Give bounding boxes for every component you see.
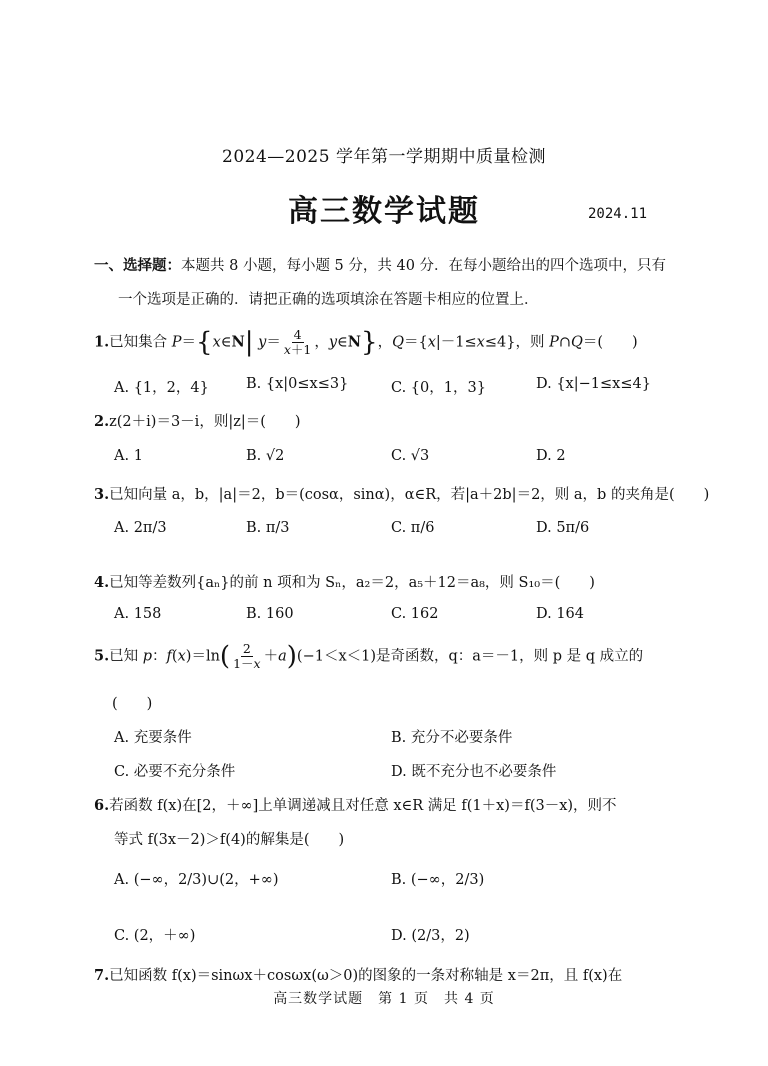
question-6-stem-line2: 等式 f(3x－2)＞f(4)的解集是( ) [114, 832, 345, 848]
question-6-option-d[interactable]: D. (2/3，2) [391, 928, 470, 944]
page-footer: 高三数学试题 第 1 页 共 4 页 [273, 991, 495, 1007]
question-number: 5. [94, 647, 110, 665]
question-5-option-d[interactable]: D. 既不充分也不必要条件 [391, 764, 557, 780]
question-4-option-a[interactable]: A. 158 [114, 606, 162, 622]
section-heading: 一、选择题 [94, 257, 167, 274]
question-4-option-b[interactable]: B. 160 [246, 606, 294, 622]
question-2-option-d[interactable]: D. 2 [536, 448, 566, 464]
question-3-option-d[interactable]: D. 5π/6 [536, 520, 590, 536]
question-1-option-b[interactable]: B. {x|0≤x≤3} [246, 376, 349, 392]
question-number: 6. [94, 797, 110, 814]
page-title: 高三数学试题 [288, 194, 480, 229]
section-intro-line1: 本题共 8 小题，每小题 5 分，共 40 分．在每小题给出的四个选项中，只有 [181, 258, 667, 274]
question-5-stem: 5.已知 p：f(x)＝ln( $\frac{2}{1-x}$ ＋a)(−1＜x＜1)是奇函数，q：a＝－1，则 p 是 q 成立的 [94, 641, 644, 672]
section-instructions: 一、选择题：本题共 8 小题，每小题 5 分，共 40 分．在每小题给出的四个选项中，只有 [94, 257, 667, 274]
question-2-text: z(2＋i)＝3－i，则|z|＝( ) [109, 414, 301, 430]
question-4-option-d[interactable]: D. 164 [536, 606, 585, 622]
question-number: 3. [94, 486, 110, 503]
question-3-stem [94, 483, 709, 504]
question-6-option-c[interactable]: C. (2，＋∞) [114, 928, 196, 944]
question-2-option-a[interactable]: A. 1 [114, 448, 143, 464]
question-4-stem [94, 571, 595, 592]
question-number: 4. [94, 574, 110, 591]
question-1-option-c[interactable]: C. {0，1，3} [391, 380, 486, 396]
question-7-stem [94, 964, 622, 985]
section-intro-line2: 一个选项是正确的．请把正确的选项填涂在答题卡相应的位置上． [118, 292, 539, 308]
question-number: 1. [94, 333, 110, 351]
question-2-stem [94, 410, 301, 431]
question-4-text: 已知等差数列{aₙ}的前 n 项和为 Sₙ，a₂＝2，a₅＋12＝a₈，则 S₁₀＝( ) [109, 575, 595, 591]
question-3-option-a[interactable]: A. 2π/3 [114, 520, 167, 536]
question-7-text: 已知函数 f(x)＝sinωx＋cosωx(ω＞0)的图象的一条对称轴是 x＝2π，且 f(x)在 [109, 968, 623, 984]
question-number: 7. [94, 967, 110, 984]
question-6-text-line1: 若函数 f(x)在[2，＋∞]上单调递减且对任意 x∈R 满足 f(1＋x)＝f(3－x)，则不 [109, 798, 617, 814]
question-6-option-a[interactable]: A. (−∞，2/3)∪(2，+∞) [114, 872, 279, 888]
exam-subtitle: 2024—2025 学年第一学期期中质量检测 [222, 147, 546, 167]
question-1-option-d[interactable]: D. {x|−1≤x≤4} [536, 376, 651, 392]
question-3-text: 已知向量 a，b，|a|＝2，b＝(cosα，sinα)，α∈R，若|a＋2b|＝2，则 a，b 的夹角是( ) [109, 487, 710, 503]
question-5-option-a[interactable]: A. 充要条件 [114, 730, 192, 746]
question-6-option-b[interactable]: B. (−∞，2/3) [391, 872, 485, 888]
question-1-option-a[interactable]: A. {1，2，4} [114, 380, 209, 396]
question-5-text: (−1＜x＜1)是奇函数，q：a＝－1，则 p 是 q 成立的 [296, 648, 644, 665]
question-1-stem: 1.已知集合 P＝{x∈N| y＝ $\frac{4}{x+1}$ ，y∈N}，Q＝{x|－1≤x≤4}，则 P∩Q＝( ) [94, 327, 638, 358]
question-5-option-c[interactable]: C. 必要不充分条件 [114, 764, 236, 780]
question-6-stem-line1 [94, 794, 617, 815]
question-2-option-c[interactable]: C. √3 [391, 448, 430, 464]
question-5-answer-paren: ( ) [112, 696, 153, 712]
question-number: 2. [94, 413, 110, 430]
question-5-option-b[interactable]: B. 充分不必要条件 [391, 730, 513, 746]
question-4-option-c[interactable]: C. 162 [391, 606, 439, 622]
question-3-option-b[interactable]: B. π/3 [246, 520, 290, 536]
question-2-option-b[interactable]: B. √2 [246, 448, 285, 464]
question-3-option-c[interactable]: C. π/6 [391, 520, 435, 536]
exam-date: 2024.11 [588, 206, 648, 222]
